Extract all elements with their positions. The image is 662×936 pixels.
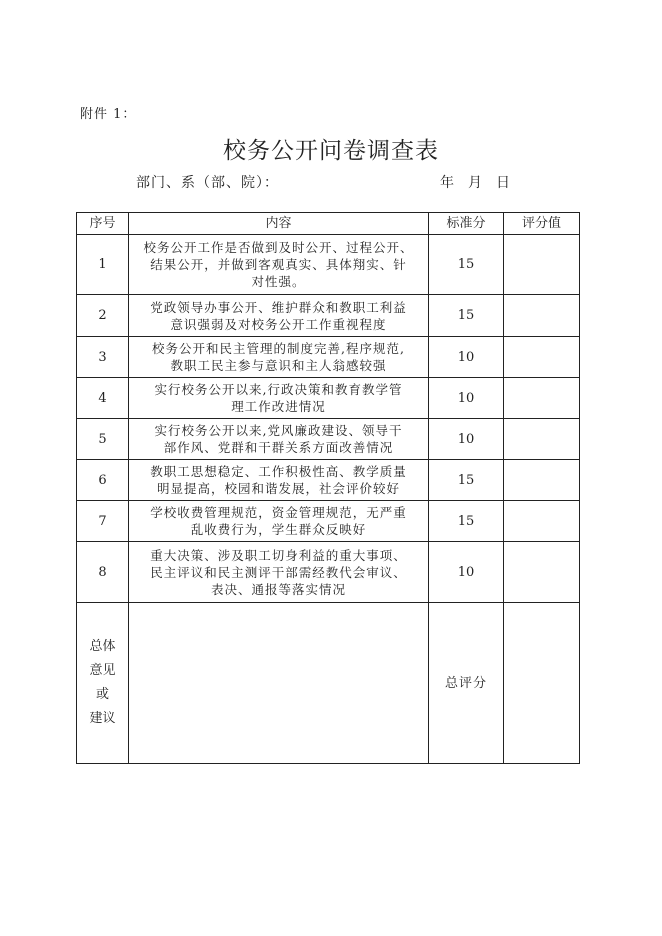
row-number: 7 [77,501,129,542]
content-line: 民主评议和民主测评干部需经教代会审议、 [150,564,407,580]
total-score-label: 总评分 [429,603,504,764]
content-line: 教职工思想稳定、工作积极性高、教学质量 [150,464,407,479]
overall-label [77,603,129,764]
rating-cell[interactable] [504,501,580,542]
content-line: 学校收费管理规范，资金管理规范，无严重 [150,505,407,520]
overall-label-line: 建议 [89,711,116,726]
row-content [129,235,429,295]
rating-cell[interactable] [504,460,580,501]
table-header-row [77,213,580,235]
rating-cell[interactable] [504,295,580,337]
table-row [77,295,580,337]
content-line: 教职工民主参与意识和主人翁感较强 [170,358,387,373]
row-content [129,378,429,419]
content-line: 实行校务公开以来,党风廉政建设、领导干 [154,423,403,438]
header-standard-score: 标准分 [429,213,504,235]
standard-score: 10 [429,378,504,419]
header-no: 序号 [77,213,129,235]
table-row [77,542,580,603]
row-content [129,419,429,460]
row-content [129,337,429,378]
table-row [77,501,580,542]
table-row [77,337,580,378]
row-number: 4 [77,378,129,419]
standard-score: 10 [429,419,504,460]
row-content [129,295,429,337]
row-number: 1 [77,235,129,295]
content-line: 对性强。 [251,274,306,289]
table-row [77,419,580,460]
overall-comments-cell[interactable] [129,603,429,764]
content-line: 部作风、党群和干群关系方面改善情况 [163,440,394,455]
row-content [129,460,429,501]
header-content: 内容 [129,213,429,235]
row-number: 6 [77,460,129,501]
rating-cell[interactable] [504,235,580,295]
standard-score: 10 [429,542,504,603]
row-number: 2 [77,295,129,337]
content-line: 意识强弱及对校务公开工作重视程度 [170,316,387,332]
content-line: 理工作改进情况 [231,399,326,414]
row-number: 3 [77,337,129,378]
content-line: 结果公开，并做到客观真实、具体翔实、针 [150,257,407,272]
department-label: 部门、系（部、院）： [136,175,279,191]
rating-cell[interactable] [504,378,580,419]
rating-cell[interactable] [504,419,580,460]
table-row [77,235,580,295]
page-title: 校务公开问卷调查表 [223,138,439,164]
row-number: 8 [77,542,129,603]
overall-label-line: 或 [95,687,109,702]
content-line: 党政领导办事公开、维护群众和教职工利益 [150,299,407,315]
table-row [77,378,580,419]
total-score-cell[interactable] [504,603,580,764]
attachment-label: 附件 1： [80,107,137,122]
standard-score: 10 [429,337,504,378]
table-row [77,460,580,501]
standard-score: 15 [429,235,504,295]
row-content [129,542,429,603]
content-line: 校务公开工作是否做到及时公开、过程公开、 [143,240,414,255]
standard-score: 15 [429,295,504,337]
row-number: 5 [77,419,129,460]
content-line: 乱收费行为，学生群众反映好 [190,522,367,537]
content-line: 校务公开和民主管理的制度完善,程序规范, [152,341,405,356]
rating-cell[interactable] [504,542,580,603]
survey-table [76,212,580,764]
standard-score: 15 [429,501,504,542]
overall-label-line: 意见 [89,663,116,678]
row-content [129,501,429,542]
overall-row [77,603,580,764]
date-label: 年 月 日 [440,175,510,191]
content-line: 表决、通报等落实情况 [210,581,346,597]
content-line: 重大决策、涉及职工切身利益的重大事项、 [150,547,407,563]
header-rating: 评分值 [504,213,580,235]
content-line: 明显提高，校园和谐发展，社会评价较好 [156,481,400,496]
standard-score: 15 [429,460,504,501]
overall-label-line: 总体 [89,639,116,654]
content-line: 实行校务公开以来,行政决策和教育教学管 [154,382,403,397]
rating-cell[interactable] [504,337,580,378]
